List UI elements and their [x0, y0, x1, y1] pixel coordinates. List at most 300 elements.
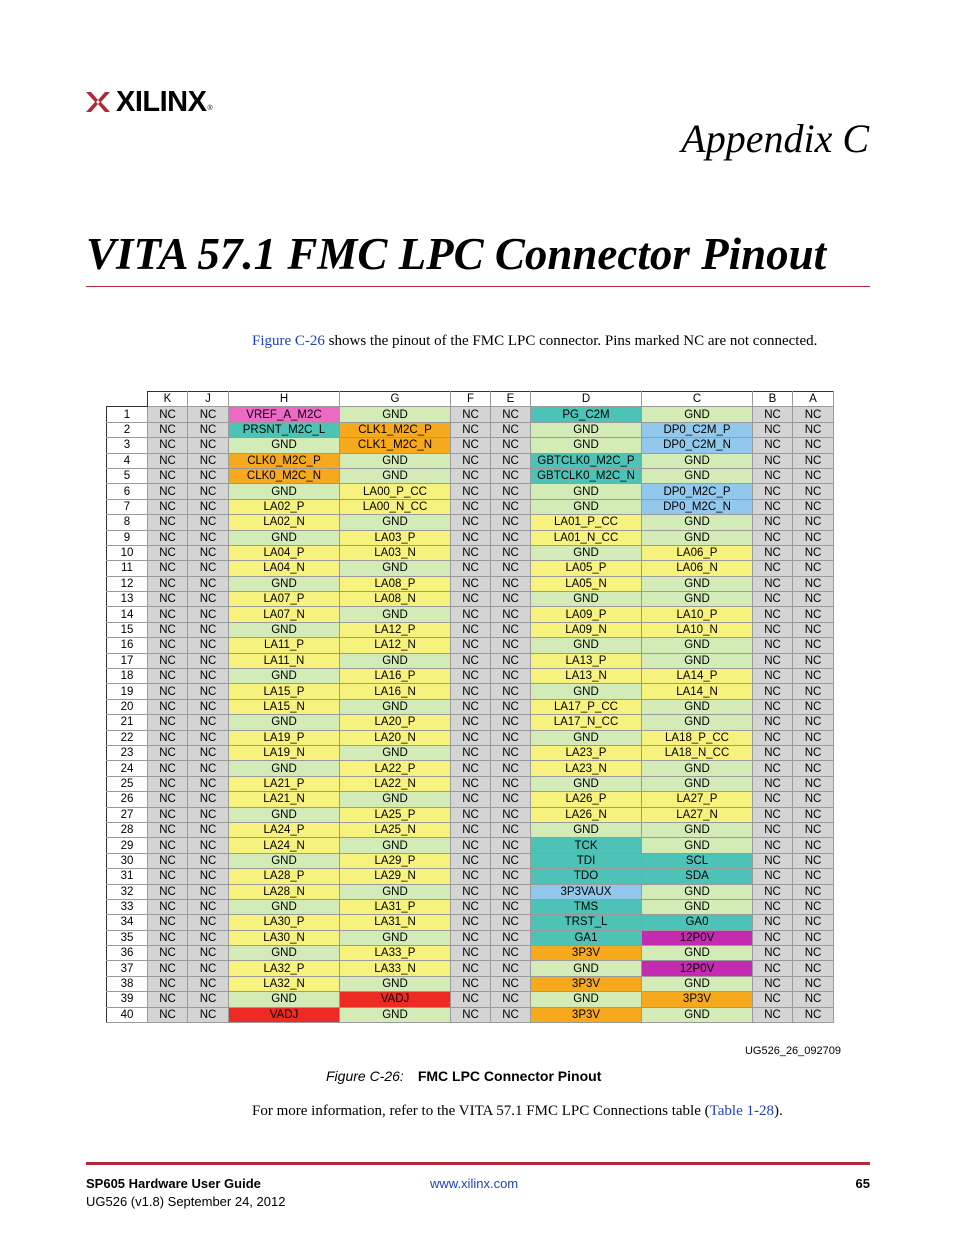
nc-cell: NC	[491, 684, 531, 699]
pin-cell-c: GND	[642, 1007, 753, 1022]
nc-cell: NC	[793, 699, 834, 714]
nc-cell: NC	[793, 792, 834, 807]
nc-cell: NC	[451, 930, 491, 945]
table-row	[107, 484, 834, 499]
nc-cell: NC	[793, 576, 834, 591]
nc-cell: NC	[491, 530, 531, 545]
nc-cell: NC	[753, 499, 793, 514]
nc-cell: NC	[188, 976, 229, 991]
nc-cell: NC	[491, 884, 531, 899]
table-row	[107, 853, 834, 868]
nc-cell: NC	[188, 822, 229, 837]
column-header-g: G	[340, 392, 451, 407]
nc-cell: NC	[491, 822, 531, 837]
nc-cell: NC	[793, 622, 834, 637]
table-row	[107, 869, 834, 884]
row-number: 28	[107, 822, 148, 837]
table-row	[107, 822, 834, 837]
nc-cell: NC	[148, 822, 188, 837]
nc-cell: NC	[451, 653, 491, 668]
nc-cell: NC	[753, 792, 793, 807]
nc-cell: NC	[753, 407, 793, 422]
pin-cell-h: LA11_N	[229, 653, 340, 668]
table-row	[107, 745, 834, 760]
nc-cell: NC	[148, 607, 188, 622]
nc-cell: NC	[188, 422, 229, 437]
pin-cell-d: GND	[531, 545, 642, 560]
nc-cell: NC	[188, 484, 229, 499]
more-info-paragraph	[252, 1102, 783, 1121]
pin-cell-h: GND	[229, 715, 340, 730]
pin-cell-c: DP0_M2C_P	[642, 484, 753, 499]
row-number: 23	[107, 745, 148, 760]
nc-cell: NC	[491, 915, 531, 930]
pin-cell-d: LA23_P	[531, 745, 642, 760]
pin-cell-c: LA14_N	[642, 684, 753, 699]
pin-cell-h: CLK0_M2C_P	[229, 453, 340, 468]
nc-cell: NC	[148, 915, 188, 930]
pin-cell-h: GND	[229, 438, 340, 453]
row-number: 26	[107, 792, 148, 807]
nc-cell: NC	[793, 745, 834, 760]
pin-cell-d: GBTCLK0_M2C_N	[531, 468, 642, 483]
table-row	[107, 422, 834, 437]
nc-cell: NC	[451, 515, 491, 530]
pin-cell-d: GND	[531, 822, 642, 837]
table-row	[107, 545, 834, 560]
pin-cell-d: TDI	[531, 853, 642, 868]
nc-cell: NC	[793, 468, 834, 483]
pin-cell-c: GND	[642, 884, 753, 899]
xilinx-logo-icon	[86, 90, 110, 114]
pin-cell-c: SDA	[642, 869, 753, 884]
nc-cell: NC	[451, 1007, 491, 1022]
pin-cell-g: LA00_P_CC	[340, 484, 451, 499]
footer-url-link[interactable]: www.xilinx.com	[430, 1176, 519, 1191]
nc-cell: NC	[451, 745, 491, 760]
nc-cell: NC	[148, 899, 188, 914]
row-number: 35	[107, 930, 148, 945]
pin-cell-g: GND	[340, 884, 451, 899]
pin-cell-c: GND	[642, 653, 753, 668]
table-row	[107, 499, 834, 514]
pin-cell-d: LA05_P	[531, 561, 642, 576]
nc-cell: NC	[793, 807, 834, 822]
pin-cell-c: GND	[642, 453, 753, 468]
nc-cell: NC	[188, 961, 229, 976]
pin-cell-d: GBTCLK0_M2C_P	[531, 453, 642, 468]
pin-cell-g: LA22_P	[340, 761, 451, 776]
figure-link[interactable]: Figure C-26	[252, 333, 325, 349]
nc-cell: NC	[793, 484, 834, 499]
nc-cell: NC	[188, 807, 229, 822]
pin-cell-h: LA28_N	[229, 884, 340, 899]
row-number: 32	[107, 884, 148, 899]
nc-cell: NC	[491, 699, 531, 714]
pin-cell-c: GND	[642, 715, 753, 730]
nc-cell: NC	[148, 838, 188, 853]
pin-cell-d: LA01_P_CC	[531, 515, 642, 530]
nc-cell: NC	[793, 561, 834, 576]
column-header-f: F	[451, 392, 491, 407]
pin-cell-c: GND	[642, 468, 753, 483]
nc-cell: NC	[491, 853, 531, 868]
nc-cell: NC	[491, 899, 531, 914]
pinout-table	[106, 391, 834, 1023]
row-number: 13	[107, 592, 148, 607]
pin-cell-h: LA07_P	[229, 592, 340, 607]
nc-cell: NC	[491, 730, 531, 745]
table-row	[107, 915, 834, 930]
pin-cell-h: PRSNT_M2C_L	[229, 422, 340, 437]
nc-cell: NC	[491, 545, 531, 560]
pin-cell-g: GND	[340, 699, 451, 714]
nc-cell: NC	[793, 822, 834, 837]
pin-cell-g: CLK1_M2C_N	[340, 438, 451, 453]
nc-cell: NC	[451, 622, 491, 637]
table-row	[107, 684, 834, 699]
nc-cell: NC	[491, 468, 531, 483]
nc-cell: NC	[148, 1007, 188, 1022]
nc-cell: NC	[188, 592, 229, 607]
pin-cell-c: GND	[642, 699, 753, 714]
nc-cell: NC	[753, 607, 793, 622]
nc-cell: NC	[148, 592, 188, 607]
pinout-header-row	[107, 392, 834, 407]
nc-cell: NC	[491, 622, 531, 637]
nc-cell: NC	[148, 745, 188, 760]
pin-cell-g: LA31_P	[340, 899, 451, 914]
pin-cell-h: LA32_N	[229, 976, 340, 991]
nc-cell: NC	[491, 638, 531, 653]
nc-cell: NC	[188, 946, 229, 961]
pin-cell-g: CLK1_M2C_P	[340, 422, 451, 437]
pin-cell-g: LA31_N	[340, 915, 451, 930]
pin-cell-h: LA24_P	[229, 822, 340, 837]
nc-cell: NC	[793, 838, 834, 853]
pin-cell-g: LA25_N	[340, 822, 451, 837]
nc-cell: NC	[451, 607, 491, 622]
nc-cell: NC	[753, 422, 793, 437]
pin-cell-g: LA12_P	[340, 622, 451, 637]
pin-cell-g: LA00_N_CC	[340, 499, 451, 514]
nc-cell: NC	[793, 915, 834, 930]
nc-cell: NC	[753, 684, 793, 699]
nc-cell: NC	[491, 438, 531, 453]
pin-cell-h: LA15_P	[229, 684, 340, 699]
pin-cell-g: LA33_N	[340, 961, 451, 976]
column-header-k: K	[148, 392, 188, 407]
nc-cell: NC	[148, 807, 188, 822]
nc-cell: NC	[753, 761, 793, 776]
nc-cell: NC	[793, 869, 834, 884]
nc-cell: NC	[148, 638, 188, 653]
table-row	[107, 807, 834, 822]
nc-cell: NC	[188, 899, 229, 914]
pin-cell-h: GND	[229, 946, 340, 961]
nc-cell: NC	[793, 946, 834, 961]
nc-cell: NC	[451, 853, 491, 868]
nc-cell: NC	[451, 776, 491, 791]
table-row	[107, 453, 834, 468]
table-row	[107, 992, 834, 1007]
nc-cell: NC	[148, 622, 188, 637]
nc-cell: NC	[451, 715, 491, 730]
nc-cell: NC	[491, 484, 531, 499]
nc-cell: NC	[753, 822, 793, 837]
nc-cell: NC	[491, 869, 531, 884]
nc-cell: NC	[491, 499, 531, 514]
nc-cell: NC	[753, 438, 793, 453]
nc-cell: NC	[753, 530, 793, 545]
nc-cell: NC	[148, 776, 188, 791]
pin-cell-g: GND	[340, 976, 451, 991]
pin-cell-g: GND	[340, 1007, 451, 1022]
nc-cell: NC	[148, 499, 188, 514]
column-header-j: J	[188, 392, 229, 407]
column-header-c: C	[642, 392, 753, 407]
pin-cell-d: 3P3V	[531, 946, 642, 961]
nc-cell: NC	[451, 561, 491, 576]
nc-cell: NC	[491, 838, 531, 853]
more-info-text: For more information, refer to the VITA 57.1 FMC LPC Connections table (	[252, 1103, 710, 1119]
pin-cell-d: GND	[531, 776, 642, 791]
pin-cell-g: LA12_N	[340, 638, 451, 653]
nc-cell: NC	[793, 730, 834, 745]
nc-cell: NC	[451, 869, 491, 884]
pin-cell-g: LA29_P	[340, 853, 451, 868]
pin-cell-g: GND	[340, 930, 451, 945]
nc-cell: NC	[188, 745, 229, 760]
table-row	[107, 730, 834, 745]
nc-cell: NC	[491, 422, 531, 437]
pin-cell-h: GND	[229, 853, 340, 868]
pin-cell-d: GA1	[531, 930, 642, 945]
row-number: 38	[107, 976, 148, 991]
nc-cell: NC	[793, 453, 834, 468]
pin-cell-g: LA08_N	[340, 592, 451, 607]
table-row	[107, 669, 834, 684]
nc-cell: NC	[753, 515, 793, 530]
pin-cell-d: GND	[531, 499, 642, 514]
pin-cell-h: LA11_P	[229, 638, 340, 653]
nc-cell: NC	[451, 992, 491, 1007]
pin-cell-c: LA27_P	[642, 792, 753, 807]
nc-cell: NC	[188, 869, 229, 884]
row-number: 34	[107, 915, 148, 930]
nc-cell: NC	[451, 638, 491, 653]
row-number: 24	[107, 761, 148, 776]
table-row	[107, 884, 834, 899]
nc-cell: NC	[753, 592, 793, 607]
nc-cell: NC	[188, 653, 229, 668]
pin-cell-d: GND	[531, 992, 642, 1007]
nc-cell: NC	[188, 561, 229, 576]
row-number: 40	[107, 1007, 148, 1022]
row-number: 4	[107, 453, 148, 468]
nc-cell: NC	[793, 684, 834, 699]
pin-cell-d: LA09_P	[531, 607, 642, 622]
nc-cell: NC	[451, 438, 491, 453]
nc-cell: NC	[188, 915, 229, 930]
nc-cell: NC	[148, 869, 188, 884]
nc-cell: NC	[451, 961, 491, 976]
pin-cell-c: LA18_P_CC	[642, 730, 753, 745]
nc-cell: NC	[148, 515, 188, 530]
table-link[interactable]: Table 1-28	[709, 1103, 774, 1119]
pin-cell-d: TCK	[531, 838, 642, 853]
table-row	[107, 761, 834, 776]
pin-cell-c: GND	[642, 592, 753, 607]
table-row	[107, 1007, 834, 1022]
pin-cell-c: GND	[642, 838, 753, 853]
row-number: 1	[107, 407, 148, 422]
table-row	[107, 899, 834, 914]
nc-cell: NC	[188, 992, 229, 1007]
nc-cell: NC	[793, 407, 834, 422]
table-row	[107, 638, 834, 653]
nc-cell: NC	[753, 653, 793, 668]
nc-cell: NC	[148, 653, 188, 668]
nc-cell: NC	[148, 961, 188, 976]
nc-cell: NC	[491, 792, 531, 807]
pin-cell-g: LA03_N	[340, 545, 451, 560]
nc-cell: NC	[491, 1007, 531, 1022]
nc-cell: NC	[148, 992, 188, 1007]
nc-cell: NC	[148, 853, 188, 868]
pin-cell-d: LA05_N	[531, 576, 642, 591]
nc-cell: NC	[188, 545, 229, 560]
logo-text: XILINX	[116, 86, 207, 118]
nc-cell: NC	[753, 961, 793, 976]
pin-cell-h: LA21_N	[229, 792, 340, 807]
pin-cell-c: LA10_N	[642, 622, 753, 637]
pin-cell-c: LA18_N_CC	[642, 745, 753, 760]
intro-text: shows the pinout of the FMC LPC connector. Pins marked NC are not connected.	[324, 333, 818, 349]
nc-cell: NC	[793, 669, 834, 684]
row-number: 21	[107, 715, 148, 730]
nc-cell: NC	[491, 515, 531, 530]
pin-cell-d: GND	[531, 961, 642, 976]
row-number: 10	[107, 545, 148, 560]
pin-cell-g: LA20_P	[340, 715, 451, 730]
pin-cell-g: LA03_P	[340, 530, 451, 545]
pin-cell-d: 3P3VAUX	[531, 884, 642, 899]
row-number: 5	[107, 468, 148, 483]
nc-cell: NC	[491, 992, 531, 1007]
nc-cell: NC	[491, 807, 531, 822]
pin-cell-d: TDO	[531, 869, 642, 884]
nc-cell: NC	[491, 576, 531, 591]
nc-cell: NC	[451, 807, 491, 822]
pin-cell-c: GND	[642, 976, 753, 991]
pin-cell-d: LA26_N	[531, 807, 642, 822]
nc-cell: NC	[793, 715, 834, 730]
nc-cell: NC	[188, 853, 229, 868]
row-number: 3	[107, 438, 148, 453]
nc-cell: NC	[491, 607, 531, 622]
pin-cell-h: LA30_P	[229, 915, 340, 930]
nc-cell: NC	[451, 453, 491, 468]
pin-cell-d: GND	[531, 730, 642, 745]
nc-cell: NC	[148, 545, 188, 560]
nc-cell: NC	[491, 653, 531, 668]
nc-cell: NC	[188, 638, 229, 653]
row-number: 17	[107, 653, 148, 668]
pin-cell-g: LA16_N	[340, 684, 451, 699]
nc-cell: NC	[793, 422, 834, 437]
table-row	[107, 438, 834, 453]
nc-cell: NC	[148, 576, 188, 591]
pin-cell-c: DP0_M2C_N	[642, 499, 753, 514]
table-row	[107, 792, 834, 807]
pin-cell-c: LA06_P	[642, 545, 753, 560]
nc-cell: NC	[793, 930, 834, 945]
nc-cell: NC	[491, 776, 531, 791]
nc-cell: NC	[451, 592, 491, 607]
pin-cell-h: LA32_P	[229, 961, 340, 976]
nc-cell: NC	[753, 899, 793, 914]
nc-cell: NC	[753, 468, 793, 483]
nc-cell: NC	[753, 992, 793, 1007]
pin-cell-d: LA01_N_CC	[531, 530, 642, 545]
nc-cell: NC	[188, 499, 229, 514]
pin-cell-d: 3P3V	[531, 976, 642, 991]
nc-cell: NC	[148, 976, 188, 991]
nc-cell: NC	[793, 899, 834, 914]
pin-cell-d: GND	[531, 592, 642, 607]
row-number: 8	[107, 515, 148, 530]
nc-cell: NC	[491, 561, 531, 576]
pin-cell-h: LA19_N	[229, 745, 340, 760]
nc-cell: NC	[451, 499, 491, 514]
pin-cell-d: PG_C2M	[531, 407, 642, 422]
nc-cell: NC	[793, 992, 834, 1007]
pin-cell-c: 3P3V	[642, 992, 753, 1007]
more-info-end: ).	[773, 1103, 783, 1119]
footer-divider	[86, 1162, 870, 1165]
pin-cell-h: LA19_P	[229, 730, 340, 745]
nc-cell: NC	[188, 1007, 229, 1022]
pinout-body	[107, 407, 834, 1023]
figure-number: Figure C-26:	[326, 1068, 404, 1084]
nc-cell: NC	[451, 761, 491, 776]
nc-cell: NC	[793, 853, 834, 868]
nc-cell: NC	[148, 930, 188, 945]
nc-cell: NC	[793, 1007, 834, 1022]
column-header-b: B	[753, 392, 793, 407]
nc-cell: NC	[148, 761, 188, 776]
nc-cell: NC	[491, 407, 531, 422]
table-row	[107, 530, 834, 545]
nc-cell: NC	[188, 407, 229, 422]
nc-cell: NC	[491, 930, 531, 945]
pin-cell-d: LA13_N	[531, 669, 642, 684]
nc-cell: NC	[148, 730, 188, 745]
pin-cell-g: LA29_N	[340, 869, 451, 884]
nc-cell: NC	[451, 792, 491, 807]
pin-cell-h: LA30_N	[229, 930, 340, 945]
nc-cell: NC	[793, 776, 834, 791]
row-number: 18	[107, 669, 148, 684]
nc-cell: NC	[451, 884, 491, 899]
pin-cell-g: GND	[340, 607, 451, 622]
nc-cell: NC	[148, 792, 188, 807]
pin-cell-h: LA28_P	[229, 869, 340, 884]
nc-cell: NC	[753, 484, 793, 499]
nc-cell: NC	[148, 684, 188, 699]
nc-cell: NC	[451, 899, 491, 914]
